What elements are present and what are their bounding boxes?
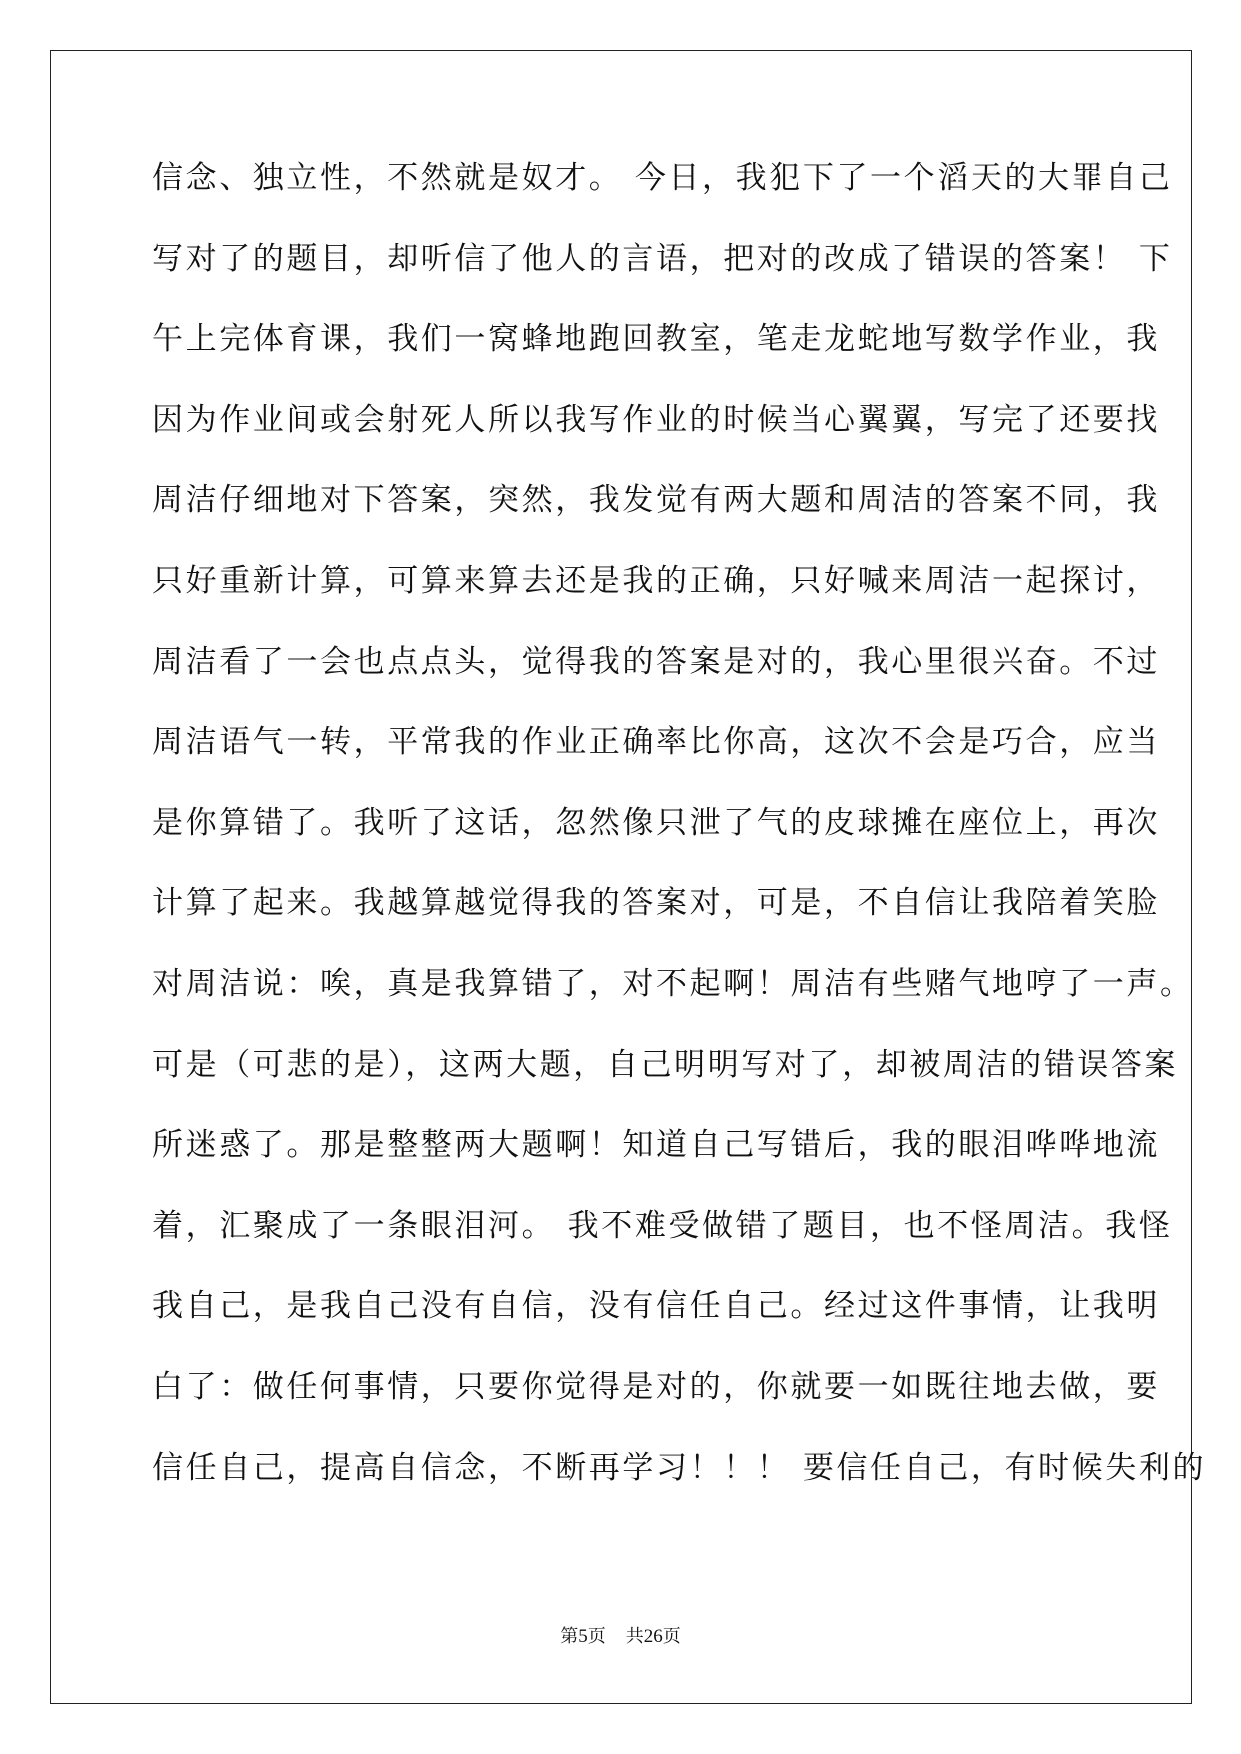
text-line: 周洁看了一会也点点头，觉得我的答案是对的，我心里很兴奋。不过 [152, 643, 1160, 680]
text-line: 信任自己，提高自信念，不断再学习！！！ 要信任自己，有时候失利的 [152, 1449, 1207, 1486]
document-body [152, 160, 1207, 1530]
text-line: 信念、独立性，不然就是奴才。 今日，我犯下了一个滔天的大罪自己 [152, 160, 1173, 196]
text-line: 着，汇聚成了一条眼泪河。 我不难受做错了题目，也不怪周洁。我怪 [152, 1207, 1173, 1244]
total-pages: 26 [643, 1626, 663, 1647]
text-line: 因为作业间或会射死人所以我写作业的时候当心翼翼，写完了还要找 [152, 401, 1160, 438]
total-prefix: 共 [625, 1626, 644, 1647]
total-suffix: 页 [662, 1626, 681, 1647]
text-line: 周洁仔细地对下答案，突然，我发觉有两大题和周洁的答案不同，我 [152, 482, 1160, 519]
text-line: 周洁语气一转，平常我的作业正确率比你高，这次不会是巧合，应当 [152, 724, 1160, 761]
text-line: 只好重新计算，可算来算去还是我的正确，只好喊来周洁一起探讨， [152, 562, 1160, 599]
text-line: 对周洁说：唉，真是我算错了，对不起啊！周洁有些赌气地哼了一声。 [152, 965, 1194, 1002]
text-line: 白了：做任何事情，只要你觉得是对的，你就要一如既往地去做，要 [152, 1368, 1160, 1405]
text-line: 所迷惑了。那是整整两大题啊！知道自己写错后，我的眼泪哗哗地流 [152, 1127, 1160, 1164]
text-line: 写对了的题目，却听信了他人的言语，把对的改成了错误的答案！ 下 [152, 240, 1173, 277]
text-line: 计算了起来。我越算越觉得我的答案对，可是，不自信让我陪着笑脸 [152, 885, 1160, 922]
text-line: 我自己，是我自己没有自信，没有信任自己。经过这件事情，让我明 [152, 1288, 1160, 1325]
text-line: 可是（可悲的是），这两大题，自己明明写对了，却被周洁的错误答案 [152, 1046, 1179, 1083]
page-suffix: 页 [587, 1626, 606, 1647]
page-footer [0, 1622, 1241, 1648]
page-prefix: 第 [560, 1626, 579, 1647]
text-line: 是你算错了。我听了这话，忽然像只泄了气的皮球摊在座位上，再次 [152, 804, 1160, 841]
text-line: 午上完体育课，我们一窝蜂地跑回教室，笔走龙蛇地写数学作业，我 [152, 321, 1160, 358]
page-number: 5 [578, 1626, 588, 1647]
